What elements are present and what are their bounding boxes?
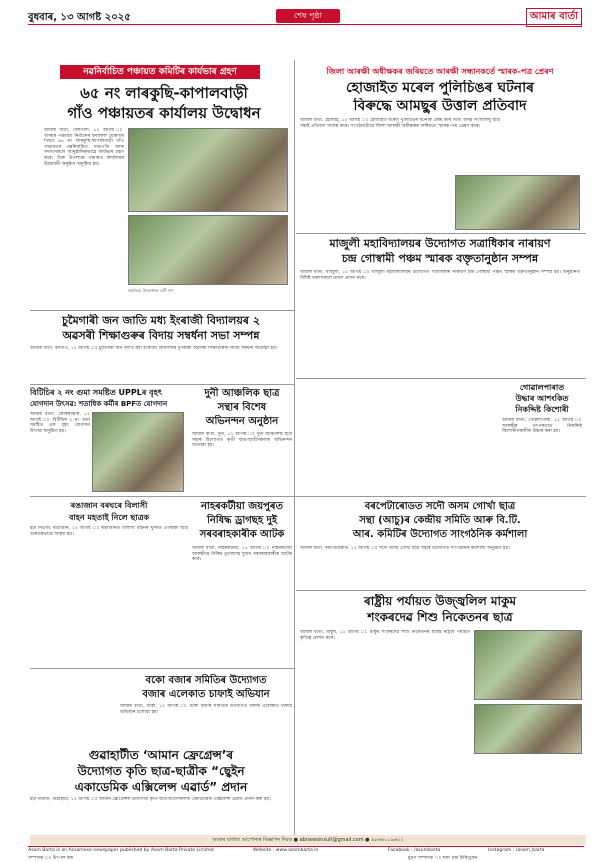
- article10-title-line3: সৰবৰাহকাৰীক আটক: [199, 529, 285, 540]
- article2-body: আমাৰ বাৰ্তা, হোজাই, ১২ আগষ্ট ঃ হোজাইত মৰেল পুলিচিঙৰ ঘটনাক কেন্দ্ৰ কৰি সদৌ অসম সংখ্যালঘু ছাত্ৰ সন্থাই প্ৰতিবাদ সাব্যস্ত কৰে। সংগঠনটোৱে জিলা আৰক্ষী অধীক্ষকৰ জৰিয়তে স্মাৰক-পত্ৰ প্ৰেৰণ কৰে।: [300, 118, 500, 129]
- article2-title-line1: হোজাইত মৰেল পুলিচিঙৰ ঘটনাৰ: [345, 80, 535, 96]
- article4-title-line1: চুমৈগাৰী জন জাতি মধ্য ইংৰাজী বিদ্যালয়ৰ ২: [62, 314, 260, 327]
- article13-title-line2: উদ্যোগত কৃতি ছাত্ৰ-ছাত্ৰীক “ছ্বেইন: [77, 764, 245, 778]
- article1-body: আমাৰ বাৰ্তা, বেলতলা, ১২ আগষ্ট ঃ অসমৰ পঞ্চায়ত নিৰ্বাচনৰ ফলাফল ঘোষণাৰ পিছত ৬৫ নং লাৰকুছি-কাপালবাড়ী গাঁও পঞ্চায়তৰ নৱনিৰ্বাচিত সভাপতি আৰু সদস্যসকলে আনুষ্ঠানিকভাৱে কাৰ্যভাৰ গ্ৰহণ কৰে। উক্ত উপলক্ষে পঞ্চায়ত কাৰ্যালয়ৰ উদ্বোধনী অনুষ্ঠান অনুষ্ঠিত হয়।: [44, 128, 124, 167]
- divider: [296, 590, 586, 591]
- header: [28, 7, 582, 25]
- article9-body: ইটা নিউজ, ৰঙাজান, ১২ আগষ্ট ঃ ৰঙাজানত বিলাসী বাহনৰ খুন্দাত এগৰাকী ছাত্ৰ গুৰুতৰভাৱে আহত হয়।: [30, 526, 188, 537]
- article2-title-line2: বিৰুদ্ধে আমছুৰ উত্তাল প্ৰতিবাদ: [353, 98, 527, 114]
- article3-body-cont: [300, 382, 496, 498]
- issue-date: বুধবাৰ, ১৩ আগষ্ট ২০২৫: [28, 12, 131, 23]
- article1-title-line1: ৬৫ নং লাৰকুছি-কাপালবাড়ী: [80, 84, 248, 102]
- article5-body: আমাৰ বাৰ্তা, কোকৰাঝাৰ, ১২ আগষ্ট ঃ বিটিচিৰ ২ নং গুমা সমষ্টিত এক বৃহৎ যোগদান উৎসৱ অনুষ্ঠিত হয়।: [30, 412, 90, 434]
- article9-title-line2: বাহন মহতাই নিলে ছাত্ৰক: [68, 513, 150, 522]
- article10-title-line2: নিষিদ্ধ ড্ৰাগছহ দুই: [206, 515, 278, 526]
- divider: [296, 378, 586, 379]
- article11-photo2: [474, 704, 582, 754]
- article3-body: আমাৰ বাৰ্তা, মাজুলী, ১২ আগষ্ট ঃ মাজুলী মহাবিদ্যালয়ৰ উদ্যোগত সত্ৰাধিকাৰ নাৰায়ণ চন্দ্ৰ গোস্বামী পঞ্চম স্মাৰক বক্তৃতানুষ্ঠান সম্পন্ন হয়। অনুষ্ঠানত বিশিষ্ট বক্তাসকলে ভাষণ প্ৰদান কৰে।: [300, 270, 580, 281]
- article4-body: আমাৰ বাৰ্তা, বনগাঁও, ১২ আগষ্ট ঃ চুমৈগাৰী জন জাতি মধ্য ইংৰাজী বিদ্যালয়ৰ দুগৰাকী অৱসৰী শিক্ষাগুৰুক বিদায় সম্বৰ্ধনা জনোৱা হয়।: [30, 346, 278, 351]
- article11-photo: [474, 630, 582, 700]
- article2-photo: [455, 175, 580, 230]
- article5-title-line1: বিটিচিৰ ২ নং গুমা সমষ্টিত UPPLৰ বৃহৎ: [30, 388, 163, 397]
- article8-body: আমাৰ বাৰ্তা, বৰপেটাৰোড, ১২ আগষ্ট ঃ সদৌ অসম গোৰ্খা ছাত্ৰ সন্থাৰ উদ্যোগত সাংগঠনিক কৰ্মশালা অনুষ্ঠিত হয়।: [300, 546, 510, 551]
- article1-banner: নৱনিৰ্বাচিত পঞ্চায়ত কমিটিৰ কাৰ্যভাৰ গ্ৰহণ: [60, 65, 260, 79]
- article8-title-line1: বৰপেটাৰোডত সদৌ অসম গোৰ্খা ছাত্ৰ: [364, 501, 516, 512]
- article8-title-line3: আৰ. কমিটিৰ উদ্যোগত সাংগঠনিক কৰ্মশালা: [352, 529, 528, 540]
- divider: [30, 496, 586, 497]
- article12-title-line1: বকো বজাৰ সমিতিৰ উদ্যোগত: [145, 675, 267, 686]
- footer-facebook[interactable]: Facebook : /asombarta: [388, 848, 441, 853]
- article10-body: আমাৰ বাৰ্তা, নাহৰকটীয়া, ১২ আগষ্ট ঃ নাহৰকটীয়া আৰক্ষীয়ে নিষিদ্ধ ড্ৰাগছসহ দুজন সৰবৰাহকাৰীক আটক কৰে।: [192, 546, 292, 563]
- article13-body: ইটা নিউজ, গুৱাহাটী, ১২ আগষ্ট ঃ আমান ফ্ৰেগ্ৰেন্সৰ উদ্যোগত কৃতি ছাত্ৰ-ছাত্ৰীসকলক একাডেমিক এক্সিলেন্স এৱাৰ্ড প্ৰদান কৰা হয়।: [30, 797, 271, 802]
- footer-editor: সম্পাদক ঃ উৎপল বৰা: [28, 856, 74, 860]
- footer-instagram[interactable]: Instagram : /asom_barta: [488, 848, 545, 853]
- article7-title-line1: গোৱালপাৰাত: [519, 383, 565, 392]
- article2-kicker: জিলা আৰক্ষী অধীক্ষকৰ জৰিয়তে আৰক্ষী সন্ধানকৰ্তে স্মাৰক-পত্ৰ প্ৰেৰণ: [326, 67, 554, 76]
- article6-title-line2: সন্থাৰ বিশেষ: [217, 402, 267, 413]
- article1-photo2: [128, 215, 288, 285]
- article1-photo: [128, 128, 288, 212]
- article10-title-line1: নাহৰকটীয়া জয়পুৰত: [200, 501, 284, 512]
- article11-title-line2: শংকৰদেৱ শিশু নিকেতনৰ ছাত্ৰ: [367, 610, 513, 624]
- article6-title-line1: দুনী আঞ্চলিক ছাত্ৰ: [204, 388, 280, 399]
- article7-title-line3: নিকদ্দিষ্ট কিশোৰী: [515, 405, 569, 414]
- article8-title-line2: সন্থা (আচু)ৰ কেন্দ্ৰীয় সমিতি আৰু বি.টি.: [359, 515, 521, 526]
- article1-title-line2: গাঁও পঞ্চায়তৰ কাৰ্যালয় উদ্বোধন: [67, 104, 261, 122]
- article13-title-line1: গুৱাহাটীত ‘আমান ফ্ৰেগ্ৰেন্স’ৰ: [88, 748, 234, 762]
- footer-website[interactable]: Website : www.asombarta.in: [253, 848, 319, 853]
- divider: [294, 60, 295, 840]
- article12-title-line2: বজাৰ এলেকাত চাফাই অভিযান: [142, 689, 270, 700]
- article11-title-line1: ৰাষ্ট্ৰীয় পৰ্যায়ত উজ্জ্বলিল মাকুম: [363, 594, 517, 608]
- article7-body: আমাৰ বাৰ্তা, গোৱালপাৰা, ১২ আগষ্ট ঃ আৰক্ষীৰ তৎপৰতাত নিকদ্দিষ্ট কিশোৰীগৰাকীক উদ্ধাৰ কৰা হয়।: [502, 418, 582, 435]
- divider: [30, 384, 294, 385]
- masthead-logo: আমাৰ বার্তা: [526, 8, 582, 27]
- article5-photo: [92, 412, 184, 492]
- article3-title-line1: মাজুলী মহাবিদ্যালয়ৰ উদ্যোগত সত্ৰাধিকাৰ নাৰায়ণ: [329, 237, 551, 250]
- article6-body: আমাৰ বাৰ্তা, দুনী, ১২ আগষ্ট ঃ দুনী আঞ্চলিক ছাত্ৰ সন্থাৰ উদ্যোগত কৃতী ছাত্ৰ-ছাত্ৰীসকলক অভিনন্দন জনোৱা হয়।: [192, 432, 292, 449]
- article4-title-line2: অৱসৰী শিক্ষাগুৰুৰ বিদায় সম্বৰ্ধনা সভা সম্পন্ন: [62, 329, 260, 342]
- footer: [28, 846, 584, 860]
- footer-print-editor: মুদ্ৰণ সম্পাদক ঃ শৰৎ চন্দ্ৰ চিৰিংচুকন: [408, 856, 478, 860]
- article11-body: আমাৰ বাৰ্তা, মাকুম, ১২ আগষ্ট ঃ মাকুম শংকৰদেৱ শিশু নিকেতনৰ ছাত্ৰই ৰাষ্ট্ৰীয় পৰ্যায়ত কৃতিত্ব প্ৰদৰ্শন কৰে।: [300, 630, 470, 641]
- article3-title-line2: চন্দ্ৰ গোস্বামী পঞ্চম স্মাৰক বক্তৃতানুষ্ঠান সম্পন্ন: [341, 252, 539, 265]
- divider: [30, 310, 294, 311]
- divider: [296, 233, 586, 234]
- article9-title-line1: ৰঙাজান বৰঘৰে বিলাসী: [70, 501, 148, 510]
- footer-publisher: Asom Barta is an Assamese newspaper published by Asom Barta Private Limited: [28, 848, 214, 853]
- ad-strip: আমাৰ বাৰ্তাত আপোনাৰ বিজ্ঞাপন দিয়ক ● abnewsinsult@gmail.com ● ৯৮৬৪০১৯৬২২: [30, 835, 586, 845]
- article7-title-line2: উদ্ধাৰ আশংকিত: [515, 394, 569, 403]
- article6-title-line3: অভিনন্দন অনুষ্ঠান: [205, 416, 279, 427]
- article1-photo-caption: কাৰ্যালয় উদ্বোধনৰ এটি দৃশ্য: [128, 288, 174, 293]
- article13-title-line3: একাডেমিক এক্সিলেন্স এৱাৰ্ড” প্ৰদান: [74, 780, 248, 794]
- section-label: শেষ পৃষ্ঠা: [276, 9, 340, 23]
- article5-title-line2: যোগদান উৎসৱ: শতাধিক কৰ্মীৰ BPFত যোগদান: [30, 400, 168, 408]
- article12-body: আমাৰ বাৰ্তা, বকো, ১২ আগষ্ট ঃ বকো বজাৰ সমিতিৰ উদ্যোগত বজাৰ এলেকাত চাফাই অভিযান চলোৱা হয়।: [120, 704, 292, 715]
- divider: [30, 668, 294, 669]
